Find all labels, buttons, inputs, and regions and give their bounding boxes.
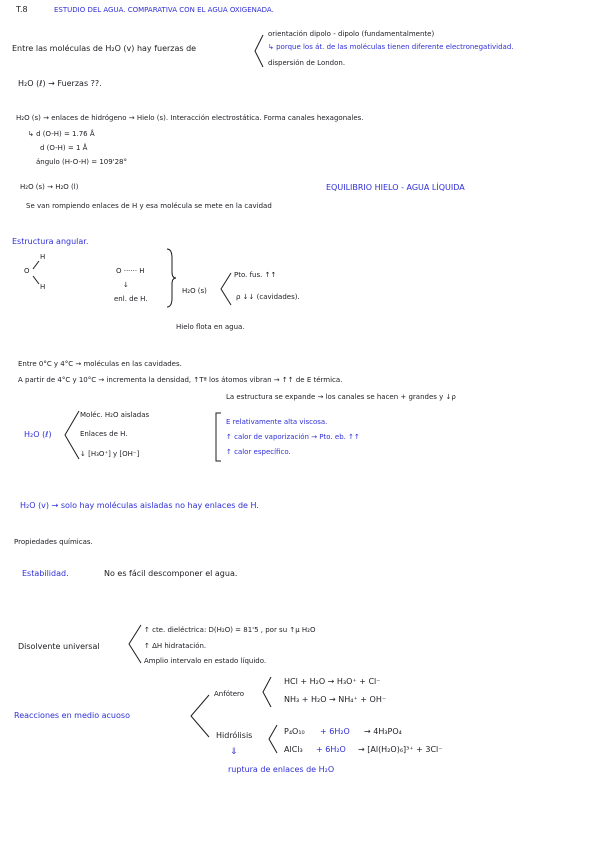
hbond-diagram: O ······ H <box>116 267 145 275</box>
liquid-branch-1: Moléc. H₂O aisladas <box>80 411 150 419</box>
equation-4-reactant: AlCl₃ <box>284 745 303 754</box>
intro-branch-1: orientación dipolo - dipolo (fundamentalmente) <box>268 30 435 38</box>
ice-property-1: Pto. fus. ↑↑ <box>234 271 277 279</box>
solvent-branch-1: ↑ cte. dieléctrica: D(H₂O) = 81'5 , por su ↑μ H₂O <box>144 626 316 634</box>
equation-3-reactant: P₄O₁₀ <box>284 727 305 736</box>
temp-line-1: Entre 0°C y 4°C → moléculas en las cavidades. <box>18 360 182 368</box>
liquid-question: H₂O (ℓ) → Fuerzas ??. <box>18 79 102 88</box>
molecule-o: O <box>24 267 30 275</box>
structure-brace <box>166 248 176 308</box>
equation-1: HCl + H₂O → H₃O⁺ + Cl⁻ <box>284 677 381 686</box>
double-down-arrow: ⇓ <box>230 747 238 757</box>
hbond-label: enl. de H. <box>114 295 148 303</box>
liquid-brace <box>64 410 80 460</box>
hbond-arrow: ↓ <box>123 281 129 289</box>
molecule-h-top: H <box>40 253 46 261</box>
distance-oh-2: d (O-H) = 1 Å <box>40 144 88 152</box>
liquid-property-bracket <box>214 412 222 462</box>
stability-label: Estabilidad. <box>22 569 69 578</box>
equation-4-product: → [Al(H₂O)₆]³⁺ + 3Cl⁻ <box>358 745 443 754</box>
melting-note: Se van rompiendo enlaces de H y esa molécula se mete en la cavidad <box>26 202 272 210</box>
liquid-branch-2: Enlaces de H. <box>80 430 128 438</box>
liquid-property-3: ↑ calor específico. <box>226 448 291 456</box>
intro-branch-2: ↳ porque los át. de las moléculas tienen diferente electronegatividad. <box>268 43 514 51</box>
rupture-note: ruptura de enlaces de H₂O <box>228 765 335 774</box>
hydrolysis-brace <box>268 724 278 754</box>
liquid-label: H₂O (ℓ) <box>24 430 52 439</box>
intro-brace <box>254 34 264 68</box>
chemical-title: Propiedades químicas. <box>14 538 93 546</box>
solvent-branch-2: ↑ ΔH hidratación. <box>144 642 207 650</box>
hydrolysis-label: Hidrólisis <box>216 731 253 740</box>
temp-line-3: La estructura se expande → los canales se hacen + grandes y ↓ρ <box>226 393 456 401</box>
stability-text: No es fácil descomponer el agua. <box>104 569 238 578</box>
distance-oh-1: ↳ d (O-H) = 1.76 Å <box>28 130 95 138</box>
intro-branch-3: dispersión de London. <box>268 59 346 67</box>
temp-line-2: A partir de 4°C y 10°C → incrementa la densidad, ↑Tª los átomos vibran → ↑↑ de E térmica. <box>18 376 343 384</box>
solvent-brace <box>128 624 142 664</box>
molecule-bonds <box>30 258 44 288</box>
ice-floats: Hielo flota en agua. <box>176 323 245 331</box>
ice-brace <box>220 272 232 306</box>
section-number: T.8 <box>16 5 28 14</box>
equation-3-water: + 6H₂O <box>320 727 350 736</box>
liquid-branch-3: ↓ [H₃O⁺] y [OH⁻] <box>80 450 140 458</box>
vapour-line: H₂O (v) → solo hay moléculas aisladas no hay enlaces de H. <box>20 501 259 510</box>
page-title: ESTUDIO DEL AGUA. COMPARATIVA CON EL AGUA OXIGENADA. <box>54 6 274 14</box>
equation-4-water: + 6H₂O <box>316 745 346 754</box>
equation-2: NH₃ + H₂O → NH₄⁺ + OH⁻ <box>284 695 387 704</box>
equation-3-product: → 4H₃PO₄ <box>364 727 402 736</box>
intro-lead: Entre las moléculas de H₂O (v) hay fuerzas de <box>12 44 197 53</box>
structure-title: Estructura angular. <box>12 237 89 246</box>
reactions-brace <box>190 694 210 738</box>
amphoteric-brace <box>262 676 272 708</box>
solvent-label: Disolvente universal <box>18 642 100 651</box>
liquid-property-1: E relativamente alta viscosa. <box>226 418 328 426</box>
ice-property-2: ρ ↓↓ (cavidades). <box>236 293 300 301</box>
melting-line: H₂O (s) → H₂O (l) <box>20 183 79 191</box>
bond-angle: ángulo (H-O-H) = 109'28° <box>36 158 128 166</box>
amphoteric-label: Anfótero <box>214 690 245 698</box>
equilibrium-title: EQUILIBRIO HIELO - AGUA LÍQUIDA <box>326 183 465 192</box>
solid-line: H₂O (s) → enlaces de hidrógeno → Hielo (s). Interacción electrostática. Forma canales hexagonales. <box>16 114 364 122</box>
liquid-property-2: ↑ calor de vaporización → Pto. eb. ↑↑ <box>226 433 360 441</box>
reactions-label: Reacciones en medio acuoso <box>14 711 130 720</box>
solvent-branch-3: Amplio intervalo en estado líquido. <box>144 657 267 665</box>
molecule-h-bottom: H <box>40 283 46 291</box>
ice-label: H₂O (s) <box>182 287 207 295</box>
